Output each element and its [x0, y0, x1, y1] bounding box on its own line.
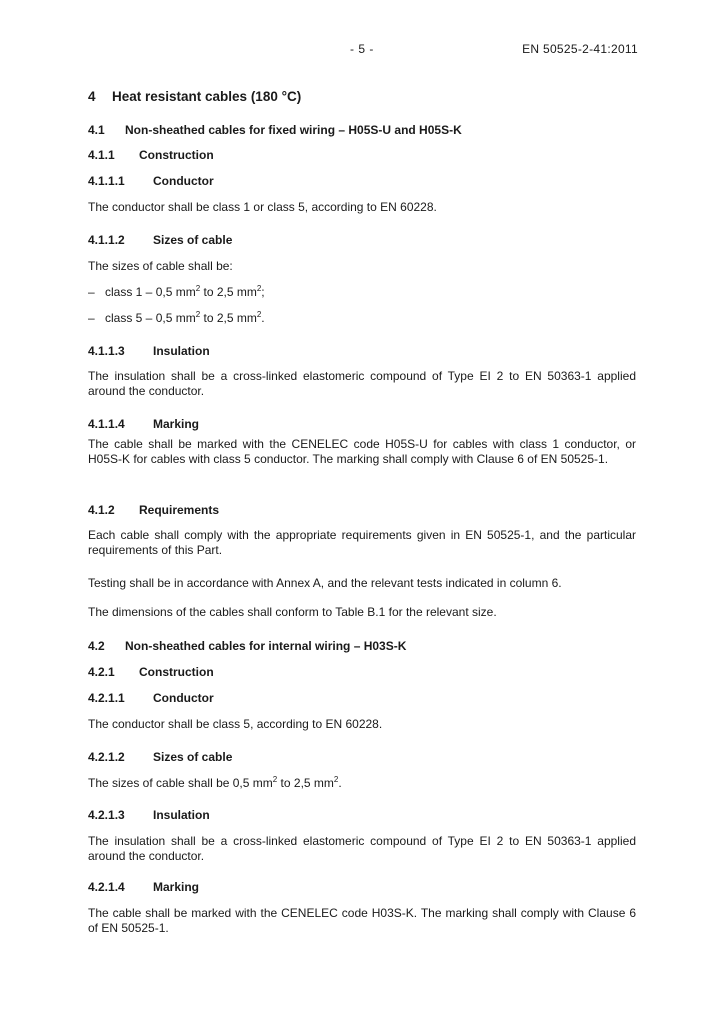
section-number: 4.2	[88, 639, 105, 653]
section-heading-4-1-1-1	[88, 174, 214, 188]
section-title: Requirements	[139, 503, 220, 517]
section-title: Construction	[139, 148, 214, 162]
section-number: 4.1	[88, 123, 105, 137]
section-heading-4-2-1-4	[88, 880, 199, 894]
section-title: Heat resistant cables (180 °C)	[112, 89, 302, 104]
section-title: Marking	[153, 880, 200, 894]
section-title: Sizes of cable	[153, 750, 233, 764]
paragraph: The cable shall be marked with the CENELEC code H03S-K. The marking shall comply with Clause 6 of EN 50525-1.	[88, 906, 636, 935]
paragraph: Each cable shall comply with the appropriate requirements given in EN 50525-1, and the particular requirements of this Part.	[88, 528, 636, 557]
section-number: 4.2.1	[88, 665, 115, 679]
list-item: – class 5 – 0,5 $mm^2$ to 2,5 $mm^2$.	[88, 310, 265, 325]
section-heading-4-2-1	[88, 665, 214, 679]
section-heading-4-1-2	[88, 503, 219, 517]
section-number: 4.2.1.2	[88, 750, 125, 764]
section-number: 4	[88, 89, 96, 104]
section-heading-4-2-1-3	[88, 808, 210, 822]
paragraph: Testing shall be in accordance with Annex A, and the relevant tests indicated in column 6.	[88, 576, 562, 590]
list-item: – class 1 – 0,5 $mm^2$ to 2,5 $mm^2$;	[88, 284, 265, 299]
section-heading-4-2-1-1	[88, 691, 214, 705]
section-title: Conductor	[153, 691, 214, 705]
section-number: 4.2.1.3	[88, 808, 125, 822]
paragraph: The cable shall be marked with the CENELEC code H05S-U for cables with class 1 conductor, or H05S-K for cables with class 5 conductor. The marking shall comply with Clause 6 of EN 50525-1.	[88, 437, 636, 466]
section-title: Sizes of cable	[153, 233, 233, 247]
paragraph: The dimensions of the cables shall conform to Table B.1 for the relevant size.	[88, 605, 497, 619]
section-heading-4-2	[88, 639, 406, 653]
section-heading-4-1-1-2	[88, 233, 232, 247]
section-heading-4-1-1-4	[88, 417, 199, 431]
section-title: Marking	[153, 417, 200, 431]
section-title: Construction	[139, 665, 214, 679]
section-title: Non-sheathed cables for fixed wiring – H05S-U and H05S-K	[125, 123, 462, 137]
paragraph: The sizes of cable shall be:	[88, 259, 233, 273]
section-title: Conductor	[153, 174, 214, 188]
section-number: 4.1.1.2	[88, 233, 125, 247]
section-heading-4-1	[88, 123, 462, 137]
list-dash: –	[88, 285, 95, 299]
section-title: Insulation	[153, 344, 210, 358]
page-number: - 5 -	[350, 42, 374, 56]
section-number: 4.2.1.1	[88, 691, 125, 705]
paragraph: The conductor shall be class 5, according to EN 60228.	[88, 717, 383, 731]
section-number: 4.1.2	[88, 503, 115, 517]
section-heading-4-1-1	[88, 148, 214, 162]
section-number: 4.1.1.4	[88, 417, 125, 431]
section-heading-4	[88, 89, 301, 104]
section-number: 4.1.1.1	[88, 174, 125, 188]
paragraph: The sizes of cable shall be 0,5 $mm^2$ to 2,5 $mm^2$.	[88, 775, 342, 790]
list-dash: –	[88, 311, 95, 325]
document-id: EN 50525-2-41:2011	[522, 42, 638, 56]
section-heading-4-2-1-2	[88, 750, 232, 764]
section-title: Non-sheathed cables for internal wiring – H03S-K	[125, 639, 407, 653]
section-number: 4.1.1.3	[88, 344, 125, 358]
section-number: 4.2.1.4	[88, 880, 125, 894]
section-heading-4-1-1-3	[88, 344, 210, 358]
section-title: Insulation	[153, 808, 210, 822]
paragraph: The insulation shall be a cross-linked elastomeric compound of Type EI 2 to EN 50363-1 applied around the conductor.	[88, 834, 636, 863]
paragraph: The insulation shall be a cross-linked elastomeric compound of Type EI 2 to EN 50363-1 applied around the conductor.	[88, 369, 636, 398]
paragraph: The conductor shall be class 1 or class 5, according to EN 60228.	[88, 200, 437, 214]
section-number: 4.1.1	[88, 148, 115, 162]
